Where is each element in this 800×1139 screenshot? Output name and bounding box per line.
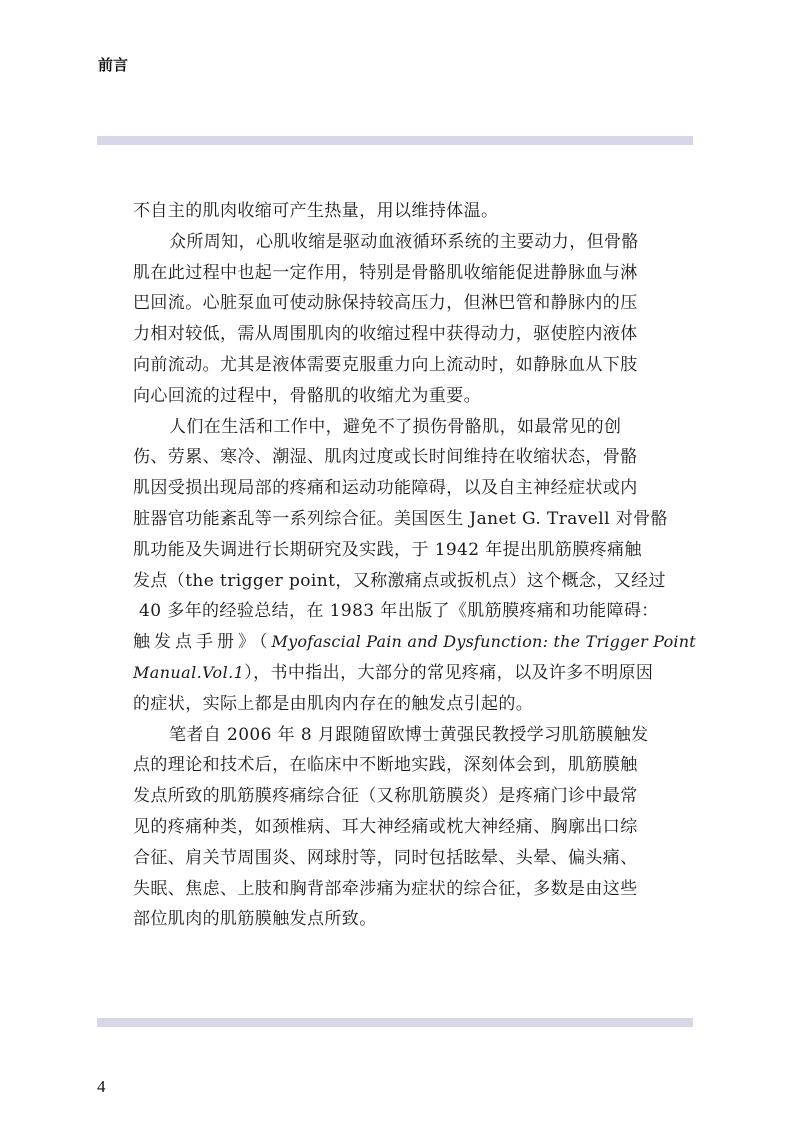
paragraph-line: 见的疼痛种类，如颈椎病、耳大神经痛或枕大神经痛、胸廓出口综 (133, 816, 638, 837)
paragraph-line: 发点（the trigger point，又称激痛点或扳机点）这个概念，又经过 (133, 570, 666, 591)
handbook-title-en-cont: Manual.Vol.1 (133, 662, 245, 682)
paragraph-line: 的症状，实际上都是由肌肉内存在的触发点引起的。 (133, 693, 534, 714)
paragraph-line: 力相对较低，需从周围肌肉的收缩过程中获得动力，驱使腔内液体 (133, 324, 638, 345)
paragraph-line: 人们在生活和工作中，避免不了损伤骨骼肌，如最常见的创 (169, 416, 622, 437)
paragraph-line: 脏器官功能紊乱等一系列综合征。美国医生 Janet G. Travell 对骨骼 (133, 508, 668, 529)
handbook-title-en: Myofascial Pain and Dysfunction: the Trigger Point (271, 632, 696, 652)
paragraph-line-tail: ），书中指出，大部分的常见疼痛，以及许多不明原因 (244, 662, 654, 683)
paragraph-line: 40 多年的经验总结，在 1983 年出版了《肌筋膜疼痛和功能障碍： (139, 601, 659, 622)
paragraph-line: 失眠、焦虑、上肢和胸背部牵涉痛为症状的综合征，多数是由这些 (133, 878, 638, 899)
paragraph-line: 众所周知，心肌收缩是驱动血液循环系统的主要动力，但骨骼 (169, 231, 639, 252)
paragraph-line: 发点所致的肌筋膜疼痛综合征（又称肌筋膜炎）是疼痛门诊中最常 (133, 786, 638, 807)
paragraph-line: 伤、劳累、寒冷、潮湿、肌肉过度或长时间维持在收缩状态，骨骼 (133, 447, 638, 468)
paragraph-line: 肌在此过程中也起一定作用，特别是骨骼肌收缩能促进静脉血与淋 (133, 262, 638, 283)
body-text (133, 196, 696, 935)
paragraph-line (133, 627, 696, 658)
paragraph-line: 向前流动。尤其是液体需要克服重力向上流动时，如静脉血从下肢 (133, 354, 638, 375)
paragraph-line (133, 658, 661, 689)
handbook-title-zh: 触发点手册》（ (133, 632, 272, 653)
footer-divider (97, 1018, 693, 1027)
paragraph-line: 巴回流。心脏泵血可使动脉保持较高压力，但淋巴管和静脉内的压 (133, 293, 638, 314)
paragraph-line: 肌功能及失调进行长期研究及实践，于 1942 年提出肌筋膜疼痛触 (133, 539, 642, 560)
paragraph-line: 合征、肩关节周围炎、网球肘等，同时包括眩晕、头晕、偏头痛、 (133, 847, 638, 868)
paragraph-line: 点的理论和技术后，在临床中不断地实践，深刻体会到，肌筋膜触 (133, 755, 638, 776)
paragraph-line: 肌因受损出现局部的疼痛和运动功能障碍，以及自主神经症状或内 (133, 478, 638, 499)
paragraph-line: 笔者自 2006 年 8 月跟随留欧博士黄强民教授学习肌筋膜触发 (169, 724, 649, 745)
page-number: 4 (97, 1077, 106, 1096)
paragraph-line: 不自主的肌肉收缩可产生热量，用以维持体温。 (133, 201, 499, 221)
header-divider (97, 136, 693, 145)
paragraph-line: 向心回流的过程中，骨骼肌的收缩尤为重要。 (133, 385, 481, 406)
section-title: 前言 (98, 56, 129, 74)
paragraph-line: 部位肌肉的肌筋膜触发点所致。 (133, 909, 377, 930)
